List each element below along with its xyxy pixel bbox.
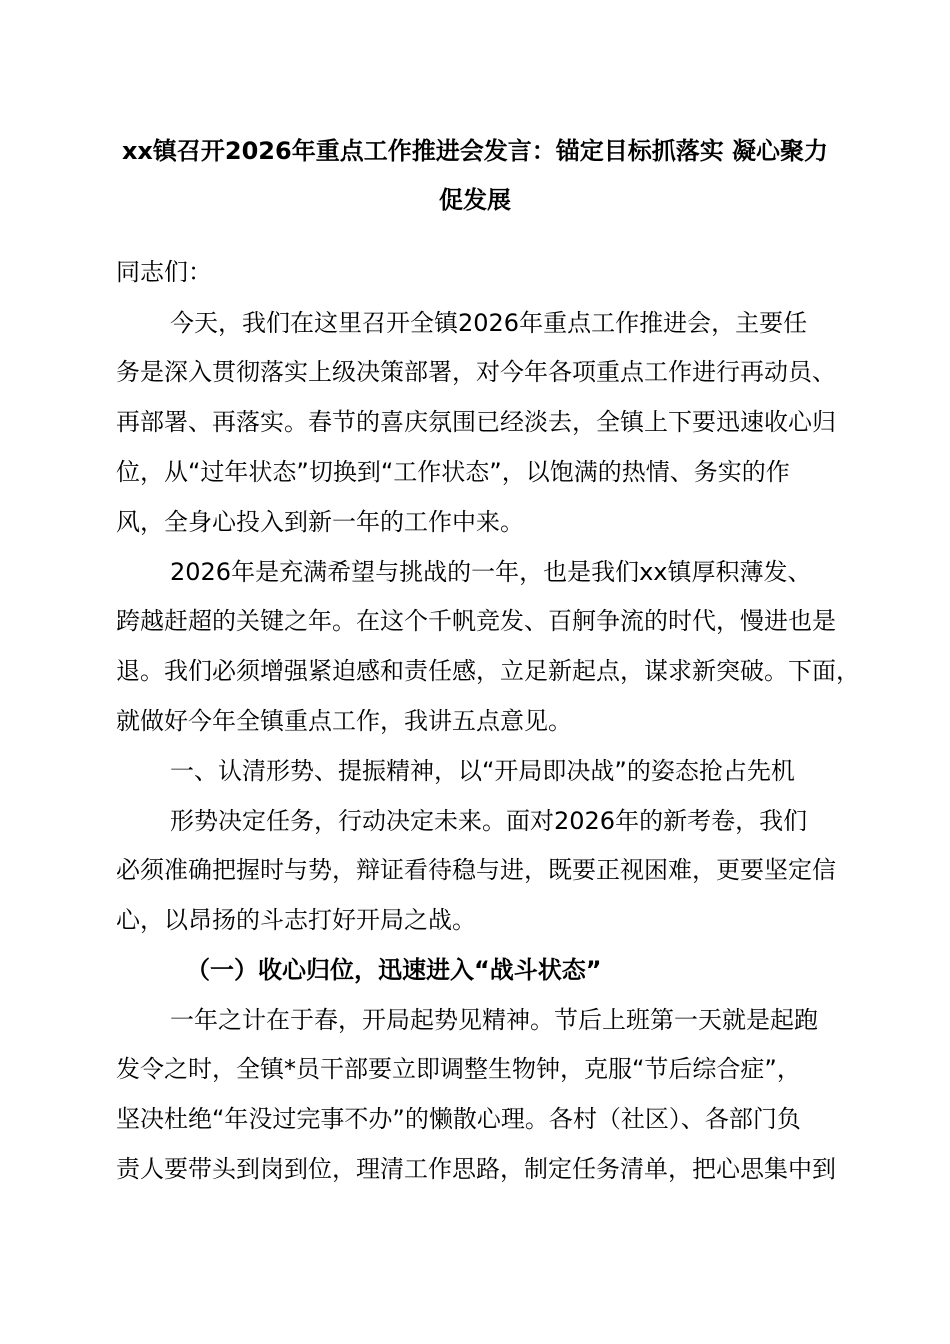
paragraph-line: 责人要带头到岗到位，理清工作思路，制定任务清单，把心思集中到 bbox=[116, 1155, 836, 1183]
paragraph-line: 发令之时，全镇*员干部要立即调整生物钟，克服“节后综合症”， bbox=[116, 1055, 801, 1083]
salutation: 同志们： bbox=[116, 258, 212, 286]
paragraph-line: 心，以昂扬的斗志打好开局之战。 bbox=[116, 906, 476, 934]
paragraph-line: 必须准确把握时与势，辩证看待稳与进，既要正视困难，更要坚定信 bbox=[116, 856, 836, 884]
paragraph-line: 坚决杜绝“年没过完事不办”的懒散心理。各村（社区）、各部门负 bbox=[116, 1105, 801, 1133]
section-heading: 一、认清形势、提振精神，以“开局即决战”的姿态抢占先机 bbox=[170, 757, 795, 785]
paragraph-line: 跨越赶超的关键之年。在这个千帆竞发、百舸争流的时代，慢进也是 bbox=[116, 607, 836, 635]
paragraph-line: 形势决定任务，行动决定未来。面对2026年的新考卷，我们 bbox=[170, 807, 808, 835]
paragraph-line: 位，从“过年状态”切换到“工作状态”，以饱满的热情、务实的作 bbox=[116, 458, 790, 486]
document-title-line-2: 促发展 bbox=[439, 186, 511, 214]
paragraph-line: 退。我们必须增强紧迫感和责任感，立足新起点，谋求新突破。下面， bbox=[116, 657, 860, 685]
paragraph-line: 务是深入贯彻落实上级决策部署，对今年各项重点工作进行再动员、 bbox=[116, 358, 836, 386]
paragraph-line: 今天，我们在这里召开全镇2026年重点工作推进会，主要任 bbox=[170, 309, 808, 337]
paragraph-line: 一年之计在于春，开局起势见精神。节后上班第一天就是起跑 bbox=[170, 1006, 818, 1034]
paragraph-line: 2026年是充满希望与挑战的一年，也是我们xx镇厚积薄发、 bbox=[170, 558, 812, 586]
document-title-line-1: xx镇召开2026年重点工作推进会发言：锚定目标抓落实 凝心聚力 bbox=[121, 137, 829, 165]
subsection-heading: （一）收心归位，迅速进入“战斗状态” bbox=[186, 956, 602, 984]
paragraph-line: 风，全身心投入到新一年的工作中来。 bbox=[116, 508, 524, 536]
paragraph-line: 就做好今年全镇重点工作，我讲五点意见。 bbox=[116, 707, 572, 735]
paragraph-line: 再部署、再落实。春节的喜庆氛围已经淡去，全镇上下要迅速收心归 bbox=[116, 408, 836, 436]
